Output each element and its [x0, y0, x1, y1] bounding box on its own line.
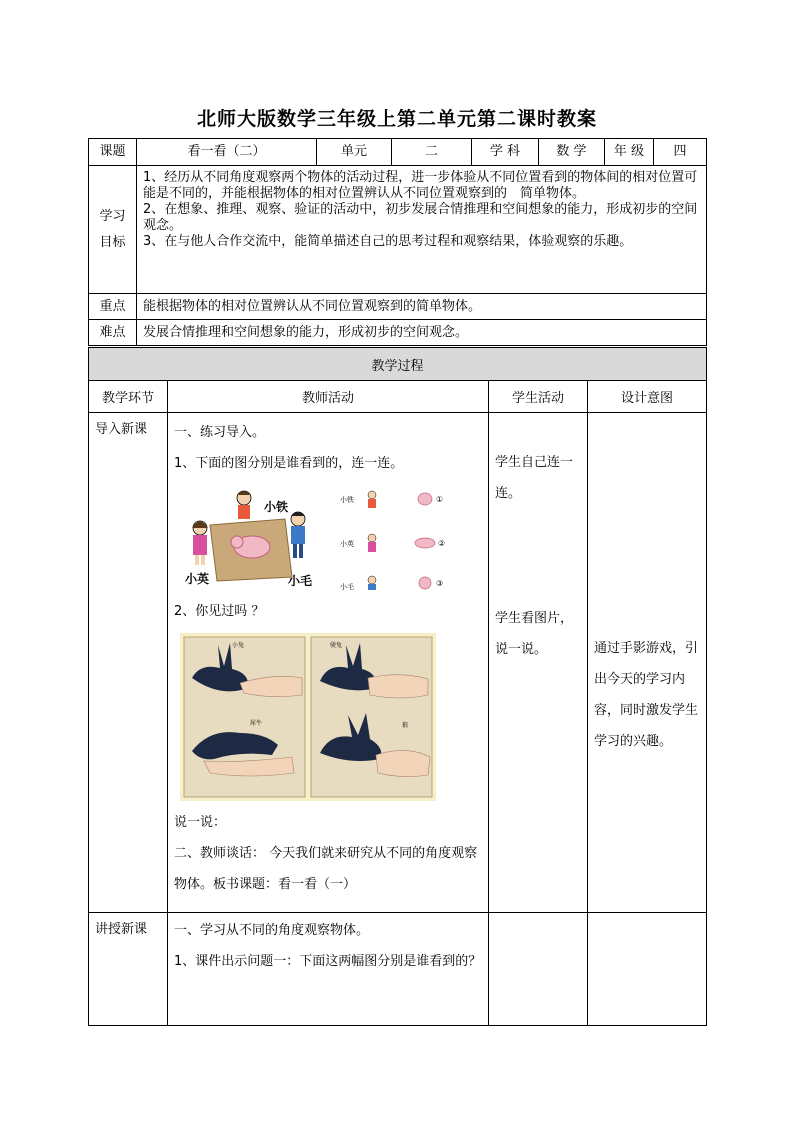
- course-value: 看一看（二）: [137, 139, 317, 166]
- subject-value: 数 学: [539, 139, 605, 166]
- design-intent-teach: [588, 913, 707, 1026]
- course-label: 课题: [89, 139, 137, 166]
- process-section-title: 教学过程: [89, 348, 707, 381]
- intro-line: 二、教师谈话： 今天我们就来研究从不同的角度观察物体。板书课题：看一看（一）: [174, 846, 478, 892]
- column-header: 设计意图: [588, 381, 707, 413]
- stage-intro: 导入新课: [89, 413, 168, 913]
- subject-label: 学 科: [472, 139, 539, 166]
- difficulty-label: 难点: [89, 320, 137, 346]
- objectives-label: 学习 目标: [89, 166, 137, 294]
- objective-item: 2、在想象、推理、观察、验证的活动中，初步发展合情推理和空间想象的能力，形成初步的空间观念。: [143, 202, 698, 233]
- column-header: 教学环节: [89, 381, 168, 413]
- page-title: 北师大版数学三年级上第二单元第二课时教案: [196, 108, 597, 130]
- objective-item: 3、在与他人合作交流中，能简单描述自己的思考过程和观察结果，体验观察的乐趣。: [143, 234, 633, 249]
- small-label-mao: 小毛: [340, 583, 354, 590]
- column-header: 教师活动: [168, 381, 489, 413]
- hand-shadow-figure: [180, 633, 436, 801]
- small-label-ying: 小英: [340, 540, 354, 548]
- label-xiaoying: 小英: [185, 572, 210, 586]
- option-2: ②: [438, 539, 446, 548]
- option-3: ③: [436, 579, 444, 588]
- difficulty-text: 发展合情推理和空间想象的能力，形成初步的空间观念。: [137, 320, 707, 346]
- intro-line: 2、你见过吗 ？: [174, 604, 265, 619]
- shadow-label: 骏兔: [330, 642, 343, 649]
- student-text: 学生自己连一连。: [495, 455, 574, 501]
- intro-line: 说一说：: [174, 815, 227, 830]
- label-xiaomao: 小毛: [288, 574, 313, 588]
- unit-label: 单元: [317, 139, 392, 166]
- objective-item: 1、经历从不同角度观察两个物体的活动过程，进一步体验从不同位置看到的物体间的相对位置可能是不同的，并能根据物体的相对位置辨认从不同位置观察到的 简单物体。: [143, 170, 698, 201]
- shadow-label: 小兔: [232, 642, 245, 649]
- viewing-pig-figure: [180, 485, 450, 590]
- teacher-activity-intro: [168, 413, 489, 913]
- lesson-info-table: [88, 138, 707, 346]
- option-1: ①: [436, 495, 444, 504]
- shadow-label: 狼: [402, 722, 409, 729]
- intro-line: 1、下面的图分别是谁看到的，连一连。: [174, 456, 404, 471]
- grade-label: 年 级: [605, 139, 654, 166]
- design-intent-intro: 通过手影游戏，引出今天的学习内容，同时激发学生学习的兴趣。: [588, 413, 707, 913]
- student-activity-intro: [489, 413, 588, 913]
- small-label-tie: 小铁: [340, 496, 354, 504]
- student-activity-teach: [489, 913, 588, 1026]
- label-xiaotie: 小铁: [264, 500, 289, 514]
- process-table: [88, 347, 707, 1026]
- key-point-text: 能根据物体的相对位置辨认从不同位置观察到的简单物体。: [137, 294, 707, 320]
- grade-value: 四: [654, 139, 707, 166]
- stage-teach: 讲授新课: [89, 913, 168, 1026]
- teach-line: 1、课件出示问题一：下面这两幅图分别是谁看到的？: [174, 954, 482, 969]
- teach-line: 一、学习从不同的角度观察物体。: [174, 923, 370, 938]
- student-text: 学生看图片，说一说。: [495, 611, 574, 657]
- objectives-text: [137, 166, 707, 294]
- column-header: 学生活动: [489, 381, 588, 413]
- teacher-activity-teach: [168, 913, 489, 1026]
- shadow-label: 犀牛: [250, 720, 263, 727]
- intro-line: 一、练习导入。: [174, 425, 266, 440]
- key-point-label: 重点: [89, 294, 137, 320]
- unit-value: 二: [392, 139, 472, 166]
